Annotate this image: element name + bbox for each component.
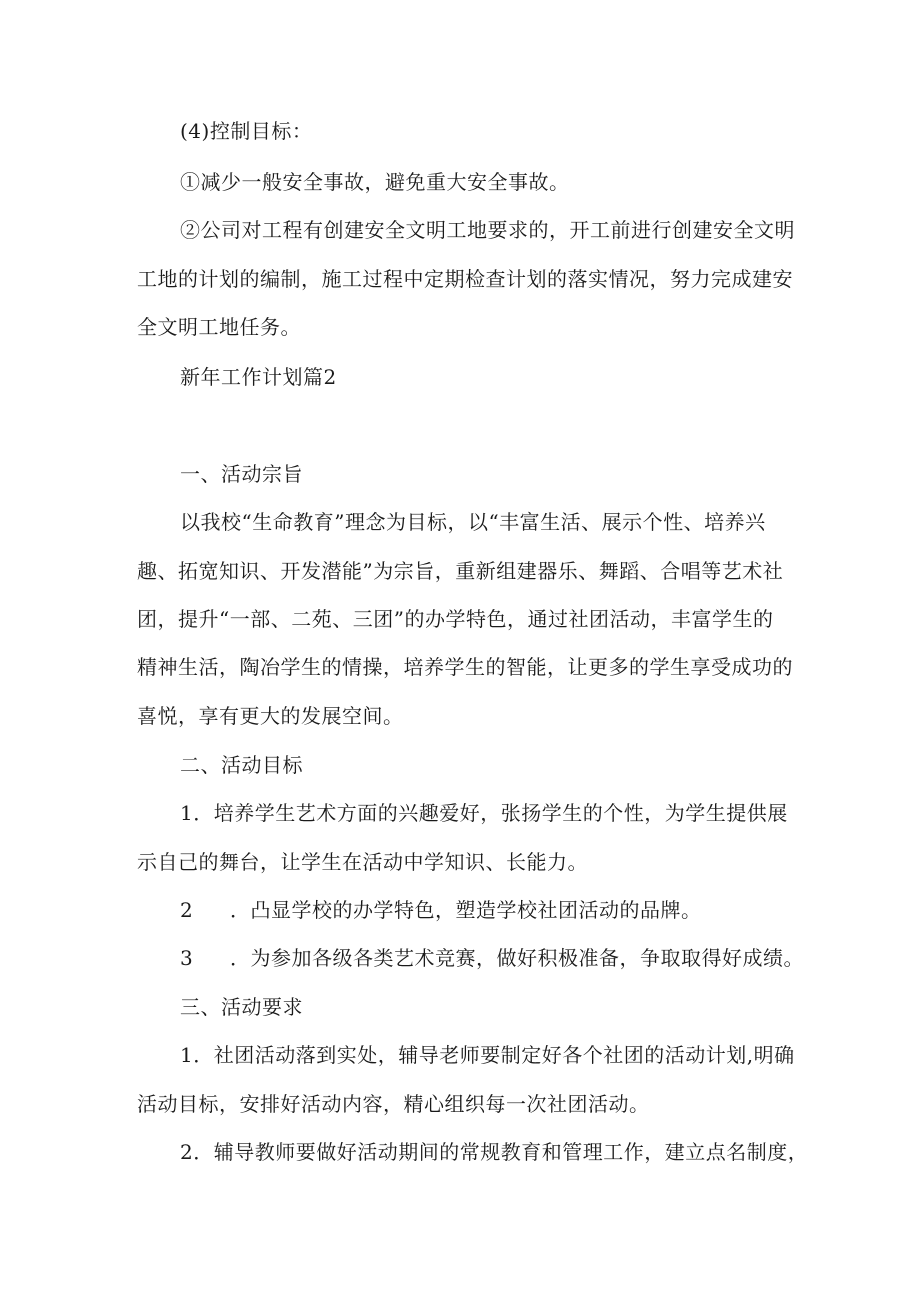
goal-item-3 [180, 946, 840, 970]
goal-item-3-text: ．为参加各级各类艺术竞赛，做好积极准备，争取取得好成绩。 [230, 946, 804, 970]
paragraph-goal-2-line-3: 全文明工地任务。 [137, 315, 301, 339]
paragraph-purpose-line-4: 精神生活，陶冶学生的情操，培养学生的智能，让更多的学生享受成功的 [137, 655, 793, 679]
paragraph-goal-2-line-1: ②公司对工程有创建安全文明工地要求的，开工前进行创建安全文明 [180, 218, 795, 242]
paragraph-goal-2-line-2: 工地的计划的编制，施工过程中定期检查计划的落实情况，努力完成建安 [137, 267, 793, 291]
goal-item-2-text: ．凸显学校的办学特色，塑造学校社团活动的品牌。 [230, 898, 702, 922]
paragraph-purpose-line-3: 团，提升“一部、二苑、三团”的办学特色，通过社团活动，丰富学生的 [137, 607, 774, 631]
goal-item-1-line-2: 示自己的舞台，让学生在活动中学知识、长能力。 [137, 850, 588, 874]
heading-activity-requirements: 三、活动要求 [180, 995, 303, 1019]
goal-item-2-number: 2 [180, 898, 194, 922]
paragraph-control-goal-heading: (4)控制目标： [180, 119, 313, 143]
heading-activity-goals: 二、活动目标 [180, 753, 303, 777]
requirement-item-1-line-2: 活动目标，安排好活动内容，精心组织每一次社团活动。 [137, 1092, 650, 1116]
paragraph-purpose-line-5: 喜悦，享有更大的发展空间。 [137, 704, 404, 728]
goal-item-2 [180, 898, 840, 922]
goal-item-3-number: 3 [180, 946, 194, 970]
paragraph-purpose-line-2: 趣、拓宽知识、开发潜能”为宗旨，重新组建器乐、舞蹈、合唱等艺术社 [137, 559, 784, 583]
goal-item-1-line-1: 1．培养学生艺术方面的兴趣爱好，张扬学生的个性，为学生提供展 [180, 801, 788, 825]
paragraph-purpose-line-1: 以我校“生命教育”理念为目标，以“丰富生活、展示个性、培养兴 [180, 510, 766, 534]
heading-activity-purpose: 一、活动宗旨 [180, 462, 303, 486]
paragraph-goal-1: ①减少一般安全事故，避免重大安全事故。 [180, 170, 570, 194]
requirement-item-1-line-1: 1．社团活动落到实处，辅导老师要制定好各个社团的活动计划,明确 [180, 1043, 795, 1067]
section-title-plan-2: 新年工作计划篇2 [180, 365, 337, 389]
requirement-item-2-line-1: 2．辅导教师要做好活动期间的常规教育和管理工作，建立点名制度， [180, 1140, 809, 1164]
